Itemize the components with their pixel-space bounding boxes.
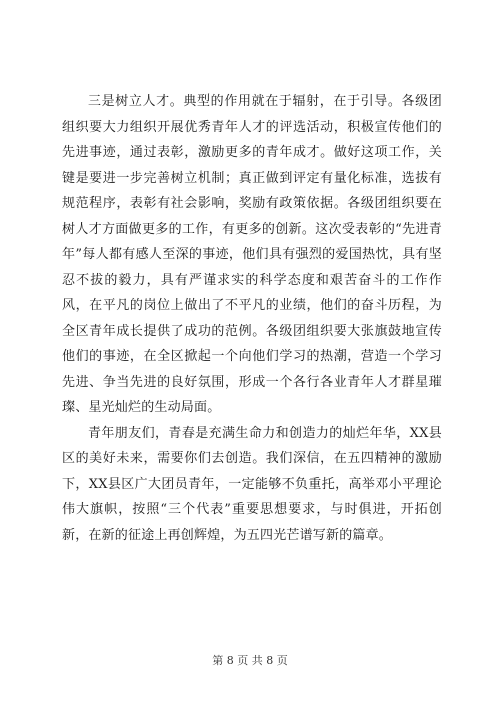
paragraph: 三是树立人才。典型的作用就在于辐射，在于引导。各级团组织要大力组织开展优秀青年人才的评选活动，积极宣传他们的先进事迹，通过表彰，激励更多的青年成才。做好这项工作，关键是要进一步完善树立机制；真正做到评定有量化标准，选拔有规范程序，表彰有社会影响，奖励有政策依据。各级团组织要在树人才方面做更多的工作，有更多的创新。这次受表彰的“先进青年”每人都有感人至深的事迹，他们具有强烈的爱国热忱，具有坚忍不拔的毅力，具有严谨求实的科学态度和艰苦奋斗的工作作风，在平凡的岗位上做出了不平凡的业绩，他们的奋斗历程，为全区青年成长提供了成功的范例。各级团组织要大张旗鼓地宣传他们的事迹，在全区掀起一个向他们学习的热潮，营造一个学习先进、争当先进的良好氛围，形成一个各行各业青年人才群星璀璨、星光灿烂的生动局面。 — [62, 94, 442, 415]
page-number-footer: 第 8 页 共 8 页 — [212, 654, 288, 667]
document-body — [62, 89, 442, 548]
paragraph: 青年朋友们，青春是充满生命力和创造力的灿烂年华，XX县区的美好未来，需要你们去创造。我们深信，在五四精神的激励下，XX县区广大团员青年，一定能够不负重托，高举邓小平理论伟大旗帜，按照“三个代表”重要思想要求，与时俱进，开拓创新，在新的征途上再创辉煌，为五四光芒谱写新的篇章。 — [62, 425, 442, 543]
